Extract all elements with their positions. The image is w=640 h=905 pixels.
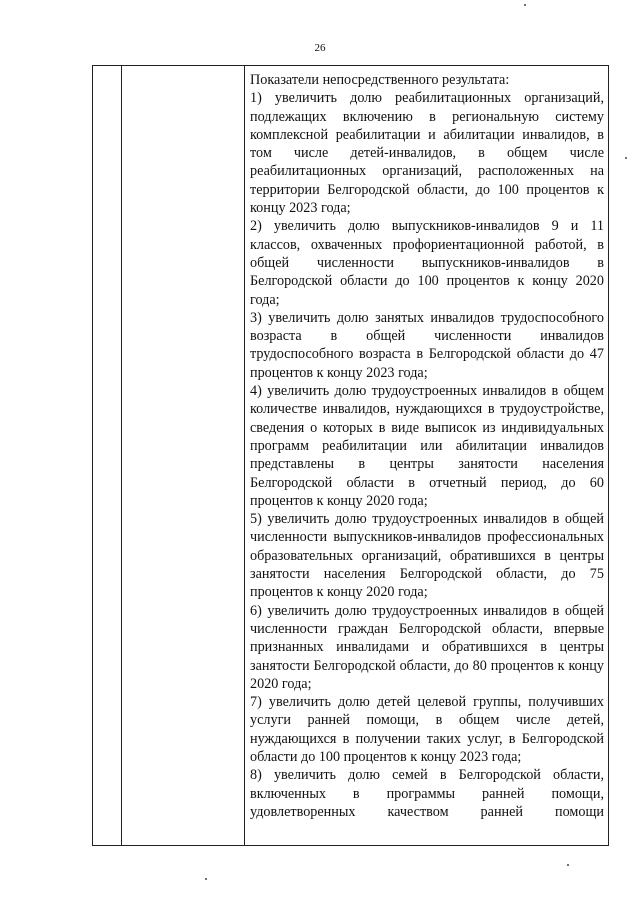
indicator-item-1: 1) увеличить долю реабилитационных организаций, подлежащих включению в региональную систему комплексной реабилитации и абилитации инвалидов, в том числе детей-инвалидов, в общем числе реабилитационных организаций, расположенных на территории Белгородской области, до 100 процентов к концу 2023 года; — [250, 90, 604, 217]
table-column-divider — [121, 66, 122, 845]
indicators-table — [92, 65, 609, 846]
indicator-item-8: 8) увеличить долю семей в Белгородской области, включенных в программы ранней помощи, удовлетворенных качеством ранней помощи — [250, 767, 604, 820]
indicators-cell — [250, 71, 604, 821]
table-column-divider — [244, 66, 245, 845]
indicator-item-5: 5) увеличить долю трудоустроенных инвалидов в общей численности выпускников-инвалидов профессиональных образовательных организаций, обратившихся в центры занятости населения Белгородской области, до 75 процентов к концу 2020 года; — [250, 511, 604, 601]
scan-speck — [205, 878, 207, 880]
indicator-item-7: 7) увеличить долю детей целевой группы, получивших услуги ранней помощи, в общем числе детей, нуждающихся в получении таких услуг, в Белгородской области до 100 процентов к концу 2023 года; — [250, 694, 604, 765]
scan-speck — [625, 157, 627, 159]
indicator-item-3: 3) увеличить долю занятых инвалидов трудоспособного возраста в общей численности инвалидов трудоспособного возраста в Белгородской области до 47 процентов к концу 2023 года; — [250, 309, 604, 381]
indicator-item-4: 4) увеличить долю трудоустроенных инвалидов в общем количестве инвалидов, нуждающихся в трудоустройстве, сведения о которых в виде выписок из индивидуальных программ реабилитации или абилитации инвалидов представлены в центры занятости населения Белгородской области в отчетный период, до 60 процентов к концу 2020 года; — [250, 383, 604, 509]
scan-speck — [524, 4, 526, 6]
page-number: 26 — [314, 42, 326, 54]
indicators-heading: Показатели непосредственного результата: — [250, 72, 510, 88]
scan-speck — [567, 864, 569, 866]
indicator-item-6: 6) увеличить долю трудоустроенных инвалидов в общей численности граждан Белгородской области, впервые признанных инвалидами и обратившихся в центры занятости Белгородской области, до 80 процентов к концу 2020 года; — [250, 602, 604, 692]
indicator-item-2: 2) увеличить долю выпускников-инвалидов 9 и 11 классов, охваченных профориентационной работой, в общей численности выпускников-инвалидов в Белгородской области до 100 процентов к концу 2020 года; — [250, 218, 604, 308]
